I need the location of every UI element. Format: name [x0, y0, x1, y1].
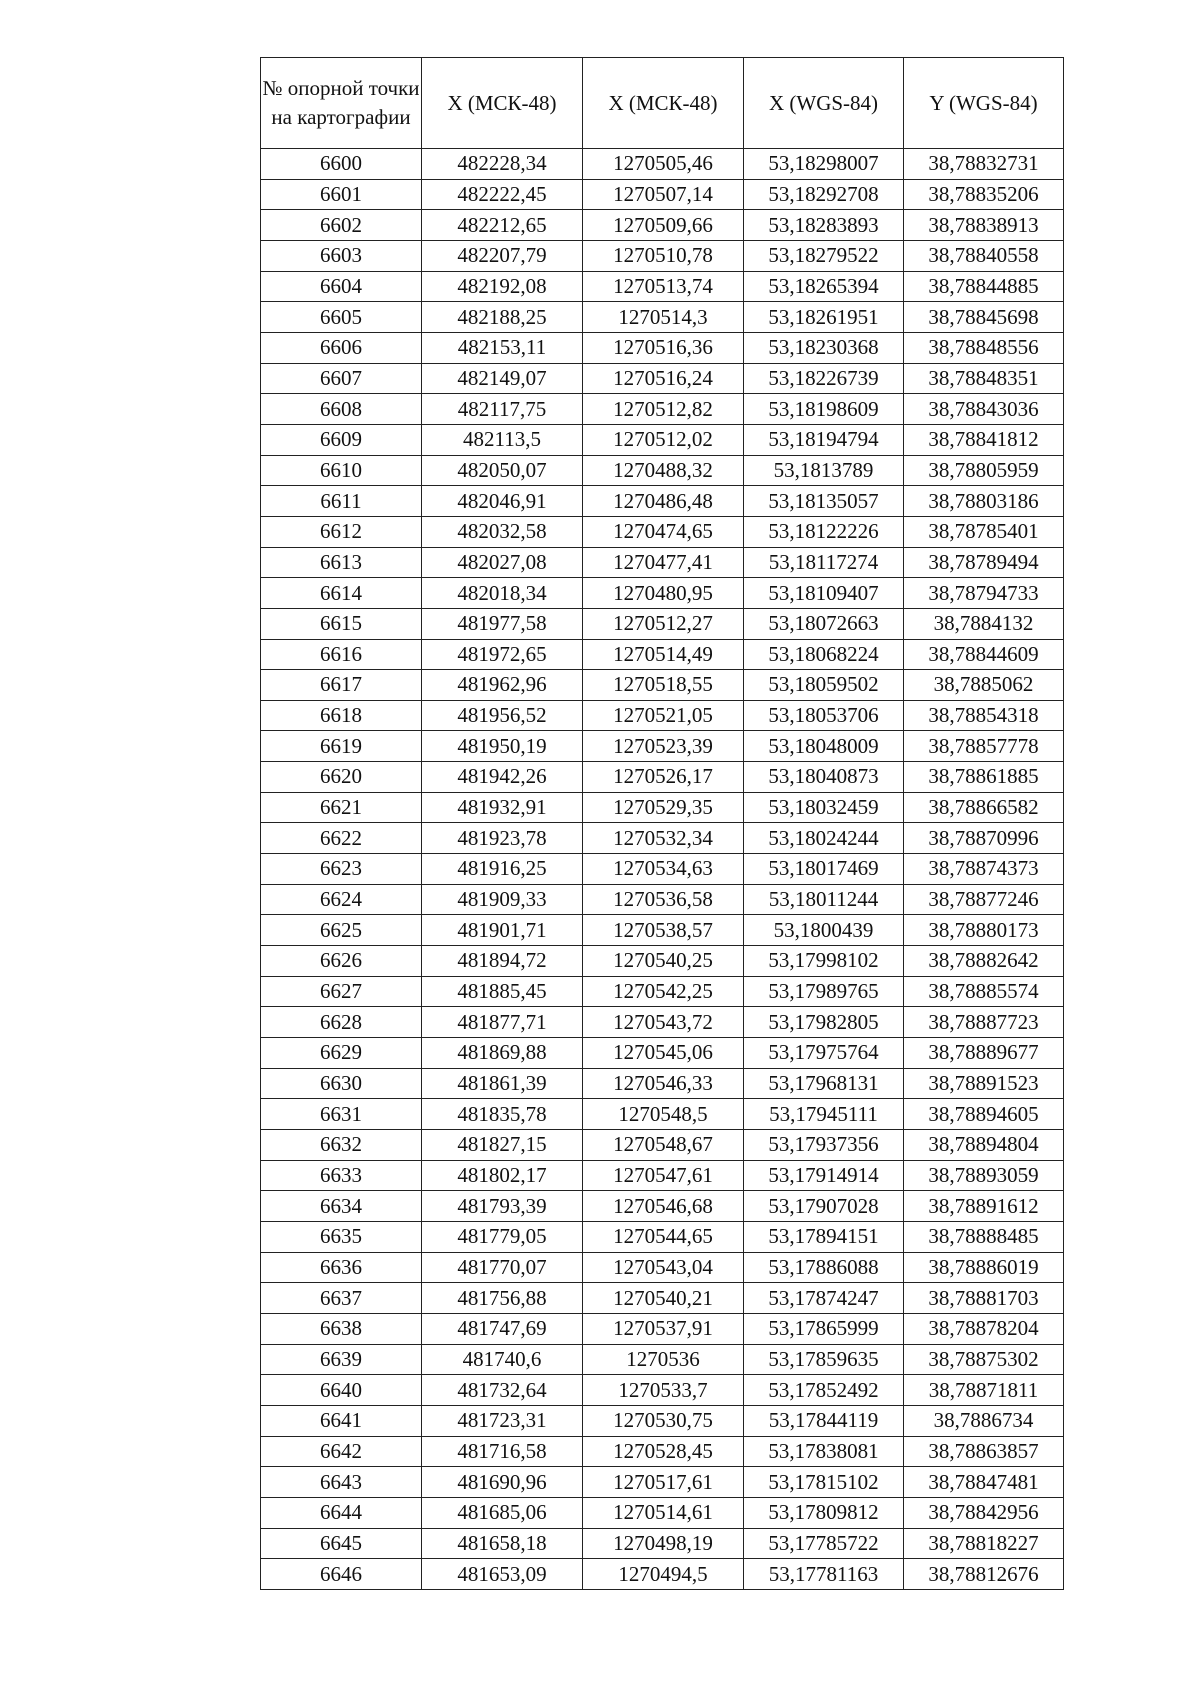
cell-x-wgs84: 53,17894151 [744, 1221, 904, 1252]
cell-point-number: 6616 [261, 639, 422, 670]
table-row [261, 1559, 1064, 1590]
cell-x-wgs84: 53,18298007 [744, 149, 904, 180]
cell-x-wgs84: 53,18283893 [744, 210, 904, 241]
cell-x-wgs84: 53,1800439 [744, 915, 904, 946]
cell-x-msk48-second: 1270516,24 [583, 363, 744, 394]
cell-x-msk48-second: 1270507,14 [583, 179, 744, 210]
cell-x-msk48: 481685,06 [422, 1497, 583, 1528]
table-row [261, 179, 1064, 210]
table-row [261, 915, 1064, 946]
cell-point-number: 6631 [261, 1099, 422, 1130]
cell-x-msk48: 481716,58 [422, 1436, 583, 1467]
cell-x-msk48: 481653,09 [422, 1559, 583, 1590]
table-row [261, 1313, 1064, 1344]
cell-x-wgs84: 53,17865999 [744, 1313, 904, 1344]
table-row [261, 823, 1064, 854]
cell-point-number: 6630 [261, 1068, 422, 1099]
cell-x-msk48: 481950,19 [422, 731, 583, 762]
cell-y-wgs84: 38,78844609 [904, 639, 1064, 670]
cell-y-wgs84: 38,78878204 [904, 1313, 1064, 1344]
cell-x-msk48-second: 1270538,57 [583, 915, 744, 946]
cell-y-wgs84: 38,78848556 [904, 332, 1064, 363]
cell-point-number: 6643 [261, 1467, 422, 1498]
table-row [261, 731, 1064, 762]
cell-point-number: 6626 [261, 946, 422, 977]
cell-y-wgs84: 38,7886734 [904, 1405, 1064, 1436]
cell-point-number: 6619 [261, 731, 422, 762]
header-row [261, 58, 1064, 149]
cell-x-msk48: 482222,45 [422, 179, 583, 210]
cell-x-msk48: 481916,25 [422, 854, 583, 885]
cell-x-msk48-second: 1270488,32 [583, 455, 744, 486]
cell-x-wgs84: 53,18117274 [744, 547, 904, 578]
cell-point-number: 6637 [261, 1283, 422, 1314]
table-row [261, 455, 1064, 486]
cell-y-wgs84: 38,78857778 [904, 731, 1064, 762]
cell-x-msk48: 482188,25 [422, 302, 583, 333]
cell-x-msk48: 481658,18 [422, 1528, 583, 1559]
cell-x-msk48: 482046,91 [422, 486, 583, 517]
cell-x-msk48-second: 1270542,25 [583, 976, 744, 1007]
cell-x-wgs84: 53,18040873 [744, 762, 904, 793]
cell-x-wgs84: 53,18024244 [744, 823, 904, 854]
table-row [261, 1497, 1064, 1528]
cell-x-msk48: 481977,58 [422, 608, 583, 639]
cell-x-wgs84: 53,17844119 [744, 1405, 904, 1436]
cell-x-msk48-second: 1270529,35 [583, 792, 744, 823]
table-row [261, 1467, 1064, 1498]
cell-x-wgs84: 53,18194794 [744, 424, 904, 455]
cell-y-wgs84: 38,78877246 [904, 884, 1064, 915]
cell-x-msk48-second: 1270543,72 [583, 1007, 744, 1038]
cell-x-msk48: 482149,07 [422, 363, 583, 394]
cell-point-number: 6640 [261, 1375, 422, 1406]
cell-x-msk48: 481770,07 [422, 1252, 583, 1283]
cell-point-number: 6606 [261, 332, 422, 363]
cell-point-number: 6624 [261, 884, 422, 915]
table-row [261, 578, 1064, 609]
cell-x-msk48: 481885,45 [422, 976, 583, 1007]
cell-y-wgs84: 38,78866582 [904, 792, 1064, 823]
cell-x-wgs84: 53,18048009 [744, 731, 904, 762]
cell-y-wgs84: 38,78842956 [904, 1497, 1064, 1528]
cell-x-wgs84: 53,18053706 [744, 700, 904, 731]
cell-y-wgs84: 38,78870996 [904, 823, 1064, 854]
cell-x-wgs84: 53,17838081 [744, 1436, 904, 1467]
cell-y-wgs84: 38,7884132 [904, 608, 1064, 639]
cell-point-number: 6644 [261, 1497, 422, 1528]
table-row [261, 516, 1064, 547]
table-row [261, 762, 1064, 793]
cell-x-wgs84: 53,18226739 [744, 363, 904, 394]
cell-x-msk48: 482153,11 [422, 332, 583, 363]
cell-x-msk48: 481835,78 [422, 1099, 583, 1130]
table-row [261, 547, 1064, 578]
cell-x-msk48-second: 1270544,65 [583, 1221, 744, 1252]
cell-point-number: 6625 [261, 915, 422, 946]
cell-y-wgs84: 38,78887723 [904, 1007, 1064, 1038]
cell-x-msk48-second: 1270548,5 [583, 1099, 744, 1130]
cell-x-msk48-second: 1270512,02 [583, 424, 744, 455]
cell-x-msk48: 481901,71 [422, 915, 583, 946]
cell-x-msk48: 481793,39 [422, 1191, 583, 1222]
cell-x-msk48-second: 1270528,45 [583, 1436, 744, 1467]
cell-x-msk48-second: 1270514,61 [583, 1497, 744, 1528]
coordinates-table [260, 57, 1064, 1590]
cell-x-msk48-second: 1270543,04 [583, 1252, 744, 1283]
cell-x-wgs84: 53,18198609 [744, 394, 904, 425]
cell-x-wgs84: 53,18059502 [744, 670, 904, 701]
cell-x-msk48-second: 1270518,55 [583, 670, 744, 701]
cell-x-msk48-second: 1270510,78 [583, 240, 744, 271]
cell-x-wgs84: 53,17852492 [744, 1375, 904, 1406]
cell-x-wgs84: 53,18017469 [744, 854, 904, 885]
table-row [261, 1375, 1064, 1406]
cell-y-wgs84: 38,78803186 [904, 486, 1064, 517]
table-row [261, 424, 1064, 455]
cell-y-wgs84: 38,78880173 [904, 915, 1064, 946]
cell-y-wgs84: 38,78805959 [904, 455, 1064, 486]
cell-x-msk48-second: 1270523,39 [583, 731, 744, 762]
cell-point-number: 6632 [261, 1130, 422, 1161]
cell-point-number: 6628 [261, 1007, 422, 1038]
cell-y-wgs84: 38,78882642 [904, 946, 1064, 977]
cell-x-wgs84: 53,18135057 [744, 486, 904, 517]
cell-y-wgs84: 38,78889677 [904, 1038, 1064, 1069]
cell-point-number: 6617 [261, 670, 422, 701]
cell-point-number: 6603 [261, 240, 422, 271]
cell-x-msk48: 481869,88 [422, 1038, 583, 1069]
cell-y-wgs84: 38,78885574 [904, 976, 1064, 1007]
cell-x-msk48: 481779,05 [422, 1221, 583, 1252]
cell-point-number: 6614 [261, 578, 422, 609]
cell-x-msk48-second: 1270540,21 [583, 1283, 744, 1314]
table-row [261, 700, 1064, 731]
cell-point-number: 6602 [261, 210, 422, 241]
cell-x-msk48-second: 1270512,27 [583, 608, 744, 639]
table-row [261, 1191, 1064, 1222]
header-y-wgs84: Y (WGS-84) [904, 58, 1064, 149]
cell-y-wgs84: 38,7885062 [904, 670, 1064, 701]
cell-y-wgs84: 38,78893059 [904, 1160, 1064, 1191]
header-point-number: № опорной точки на картографии [261, 58, 422, 149]
table-row [261, 670, 1064, 701]
cell-y-wgs84: 38,78812676 [904, 1559, 1064, 1590]
table-row [261, 486, 1064, 517]
cell-x-msk48: 481962,96 [422, 670, 583, 701]
table-row [261, 1068, 1064, 1099]
cell-x-msk48-second: 1270545,06 [583, 1038, 744, 1069]
cell-x-msk48-second: 1270517,61 [583, 1467, 744, 1498]
cell-x-wgs84: 53,17989765 [744, 976, 904, 1007]
cell-y-wgs84: 38,78874373 [904, 854, 1064, 885]
cell-x-msk48-second: 1270514,3 [583, 302, 744, 333]
cell-x-wgs84: 53,18261951 [744, 302, 904, 333]
cell-x-msk48-second: 1270547,61 [583, 1160, 744, 1191]
cell-point-number: 6618 [261, 700, 422, 731]
cell-x-msk48-second: 1270512,82 [583, 394, 744, 425]
cell-point-number: 6646 [261, 1559, 422, 1590]
cell-point-number: 6634 [261, 1191, 422, 1222]
table-row [261, 946, 1064, 977]
cell-x-msk48: 481894,72 [422, 946, 583, 977]
cell-x-msk48: 482018,34 [422, 578, 583, 609]
cell-x-wgs84: 53,18122226 [744, 516, 904, 547]
cell-x-wgs84: 53,18011244 [744, 884, 904, 915]
table-row [261, 1130, 1064, 1161]
cell-y-wgs84: 38,78845698 [904, 302, 1064, 333]
cell-y-wgs84: 38,78875302 [904, 1344, 1064, 1375]
cell-point-number: 6601 [261, 179, 422, 210]
table-row [261, 976, 1064, 1007]
cell-x-msk48-second: 1270546,33 [583, 1068, 744, 1099]
cell-point-number: 6635 [261, 1221, 422, 1252]
cell-x-msk48-second: 1270498,19 [583, 1528, 744, 1559]
cell-x-wgs84: 53,18292708 [744, 179, 904, 210]
table-row [261, 240, 1064, 271]
cell-x-msk48-second: 1270486,48 [583, 486, 744, 517]
cell-x-msk48: 482050,07 [422, 455, 583, 486]
table-row [261, 1038, 1064, 1069]
cell-x-msk48: 481747,69 [422, 1313, 583, 1344]
cell-x-msk48-second: 1270533,7 [583, 1375, 744, 1406]
cell-x-msk48-second: 1270516,36 [583, 332, 744, 363]
cell-x-wgs84: 53,17781163 [744, 1559, 904, 1590]
cell-x-wgs84: 53,17809812 [744, 1497, 904, 1528]
cell-x-msk48: 481827,15 [422, 1130, 583, 1161]
cell-y-wgs84: 38,78886019 [904, 1252, 1064, 1283]
cell-x-msk48-second: 1270537,91 [583, 1313, 744, 1344]
cell-point-number: 6605 [261, 302, 422, 333]
cell-x-msk48-second: 1270530,75 [583, 1405, 744, 1436]
table-row [261, 1099, 1064, 1130]
cell-point-number: 6611 [261, 486, 422, 517]
cell-y-wgs84: 38,78861885 [904, 762, 1064, 793]
table-row [261, 854, 1064, 885]
table-row [261, 363, 1064, 394]
cell-x-wgs84: 53,18230368 [744, 332, 904, 363]
cell-y-wgs84: 38,78894605 [904, 1099, 1064, 1130]
table-row [261, 271, 1064, 302]
cell-x-wgs84: 53,17874247 [744, 1283, 904, 1314]
cell-x-msk48-second: 1270509,66 [583, 210, 744, 241]
cell-x-msk48: 481909,33 [422, 884, 583, 915]
cell-y-wgs84: 38,78847481 [904, 1467, 1064, 1498]
cell-x-msk48: 482192,08 [422, 271, 583, 302]
cell-x-wgs84: 53,18109407 [744, 578, 904, 609]
cell-y-wgs84: 38,78785401 [904, 516, 1064, 547]
cell-point-number: 6608 [261, 394, 422, 425]
cell-x-msk48: 482032,58 [422, 516, 583, 547]
cell-x-msk48: 481756,88 [422, 1283, 583, 1314]
cell-point-number: 6627 [261, 976, 422, 1007]
cell-point-number: 6620 [261, 762, 422, 793]
cell-point-number: 6612 [261, 516, 422, 547]
table-row [261, 1221, 1064, 1252]
cell-x-wgs84: 53,18279522 [744, 240, 904, 271]
header-x-msk48: X (МСК-48) [422, 58, 583, 149]
cell-y-wgs84: 38,78848351 [904, 363, 1064, 394]
cell-point-number: 6621 [261, 792, 422, 823]
cell-x-wgs84: 53,17907028 [744, 1191, 904, 1222]
header-x-wgs84: X (WGS-84) [744, 58, 904, 149]
cell-x-wgs84: 53,17937356 [744, 1130, 904, 1161]
cell-x-wgs84: 53,17785722 [744, 1528, 904, 1559]
table-row [261, 1436, 1064, 1467]
cell-x-msk48-second: 1270514,49 [583, 639, 744, 670]
cell-x-msk48: 481923,78 [422, 823, 583, 854]
cell-point-number: 6633 [261, 1160, 422, 1191]
cell-y-wgs84: 38,78863857 [904, 1436, 1064, 1467]
cell-x-msk48-second: 1270532,34 [583, 823, 744, 854]
table-row [261, 1528, 1064, 1559]
cell-point-number: 6629 [261, 1038, 422, 1069]
cell-point-number: 6615 [261, 608, 422, 639]
cell-x-msk48: 481740,6 [422, 1344, 583, 1375]
cell-x-msk48: 482212,65 [422, 210, 583, 241]
cell-y-wgs84: 38,78843036 [904, 394, 1064, 425]
cell-x-msk48-second: 1270505,46 [583, 149, 744, 180]
cell-x-msk48: 481802,17 [422, 1160, 583, 1191]
cell-x-msk48: 481972,65 [422, 639, 583, 670]
table-row [261, 1344, 1064, 1375]
cell-x-wgs84: 53,17982805 [744, 1007, 904, 1038]
cell-point-number: 6600 [261, 149, 422, 180]
cell-y-wgs84: 38,78840558 [904, 240, 1064, 271]
cell-x-msk48: 481932,91 [422, 792, 583, 823]
cell-x-msk48: 482113,5 [422, 424, 583, 455]
cell-x-msk48: 481956,52 [422, 700, 583, 731]
cell-x-wgs84: 53,1813789 [744, 455, 904, 486]
table-row [261, 884, 1064, 915]
cell-point-number: 6642 [261, 1436, 422, 1467]
cell-y-wgs84: 38,78881703 [904, 1283, 1064, 1314]
table-row [261, 639, 1064, 670]
cell-x-msk48-second: 1270548,67 [583, 1130, 744, 1161]
cell-point-number: 6636 [261, 1252, 422, 1283]
cell-x-wgs84: 53,17945111 [744, 1099, 904, 1130]
table-row [261, 332, 1064, 363]
cell-y-wgs84: 38,78894804 [904, 1130, 1064, 1161]
cell-x-msk48-second: 1270494,5 [583, 1559, 744, 1590]
cell-x-msk48-second: 1270526,17 [583, 762, 744, 793]
table-row [261, 1405, 1064, 1436]
cell-x-msk48-second: 1270480,95 [583, 578, 744, 609]
table-row [261, 1160, 1064, 1191]
table-row [261, 1007, 1064, 1038]
cell-x-msk48-second: 1270513,74 [583, 271, 744, 302]
cell-y-wgs84: 38,78888485 [904, 1221, 1064, 1252]
cell-y-wgs84: 38,78841812 [904, 424, 1064, 455]
cell-y-wgs84: 38,78871811 [904, 1375, 1064, 1406]
cell-y-wgs84: 38,78818227 [904, 1528, 1064, 1559]
cell-point-number: 6622 [261, 823, 422, 854]
cell-point-number: 6604 [261, 271, 422, 302]
cell-x-msk48: 481723,31 [422, 1405, 583, 1436]
cell-y-wgs84: 38,78891523 [904, 1068, 1064, 1099]
cell-y-wgs84: 38,78891612 [904, 1191, 1064, 1222]
cell-x-msk48: 481877,71 [422, 1007, 583, 1038]
table-row [261, 210, 1064, 241]
cell-y-wgs84: 38,78794733 [904, 578, 1064, 609]
cell-x-msk48: 482027,08 [422, 547, 583, 578]
table-header [261, 58, 1064, 149]
cell-x-wgs84: 53,18072663 [744, 608, 904, 639]
cell-y-wgs84: 38,78838913 [904, 210, 1064, 241]
cell-x-msk48-second: 1270546,68 [583, 1191, 744, 1222]
table-row [261, 608, 1064, 639]
cell-x-wgs84: 53,18032459 [744, 792, 904, 823]
cell-x-wgs84: 53,17815102 [744, 1467, 904, 1498]
cell-x-wgs84: 53,18068224 [744, 639, 904, 670]
cell-y-wgs84: 38,78832731 [904, 149, 1064, 180]
cell-x-msk48: 481861,39 [422, 1068, 583, 1099]
cell-point-number: 6610 [261, 455, 422, 486]
cell-x-msk48: 482207,79 [422, 240, 583, 271]
cell-y-wgs84: 38,78789494 [904, 547, 1064, 578]
cell-point-number: 6641 [261, 1405, 422, 1436]
cell-y-wgs84: 38,78854318 [904, 700, 1064, 731]
cell-point-number: 6609 [261, 424, 422, 455]
cell-x-wgs84: 53,17859635 [744, 1344, 904, 1375]
table-row [261, 1252, 1064, 1283]
cell-x-msk48: 481942,26 [422, 762, 583, 793]
cell-x-msk48-second: 1270540,25 [583, 946, 744, 977]
cell-x-wgs84: 53,18265394 [744, 271, 904, 302]
cell-x-msk48: 482117,75 [422, 394, 583, 425]
cell-x-wgs84: 53,17968131 [744, 1068, 904, 1099]
cell-x-wgs84: 53,17975764 [744, 1038, 904, 1069]
cell-x-msk48-second: 1270534,63 [583, 854, 744, 885]
cell-x-msk48-second: 1270521,05 [583, 700, 744, 731]
cell-x-msk48: 481690,96 [422, 1467, 583, 1498]
header-x-msk48-second: X (МСК-48) [583, 58, 744, 149]
table-row [261, 149, 1064, 180]
cell-point-number: 6623 [261, 854, 422, 885]
cell-point-number: 6645 [261, 1528, 422, 1559]
cell-point-number: 6638 [261, 1313, 422, 1344]
cell-point-number: 6639 [261, 1344, 422, 1375]
cell-x-wgs84: 53,17914914 [744, 1160, 904, 1191]
table-row [261, 302, 1064, 333]
cell-x-msk48-second: 1270536 [583, 1344, 744, 1375]
cell-x-msk48: 482228,34 [422, 149, 583, 180]
cell-y-wgs84: 38,78835206 [904, 179, 1064, 210]
cell-x-msk48-second: 1270477,41 [583, 547, 744, 578]
cell-x-msk48: 481732,64 [422, 1375, 583, 1406]
cell-y-wgs84: 38,78844885 [904, 271, 1064, 302]
cell-x-wgs84: 53,17998102 [744, 946, 904, 977]
cell-x-wgs84: 53,17886088 [744, 1252, 904, 1283]
table-body [261, 149, 1064, 1590]
cell-x-msk48-second: 1270536,58 [583, 884, 744, 915]
table-row [261, 792, 1064, 823]
cell-x-msk48-second: 1270474,65 [583, 516, 744, 547]
table-row [261, 1283, 1064, 1314]
cell-point-number: 6607 [261, 363, 422, 394]
cell-point-number: 6613 [261, 547, 422, 578]
table-row [261, 394, 1064, 425]
